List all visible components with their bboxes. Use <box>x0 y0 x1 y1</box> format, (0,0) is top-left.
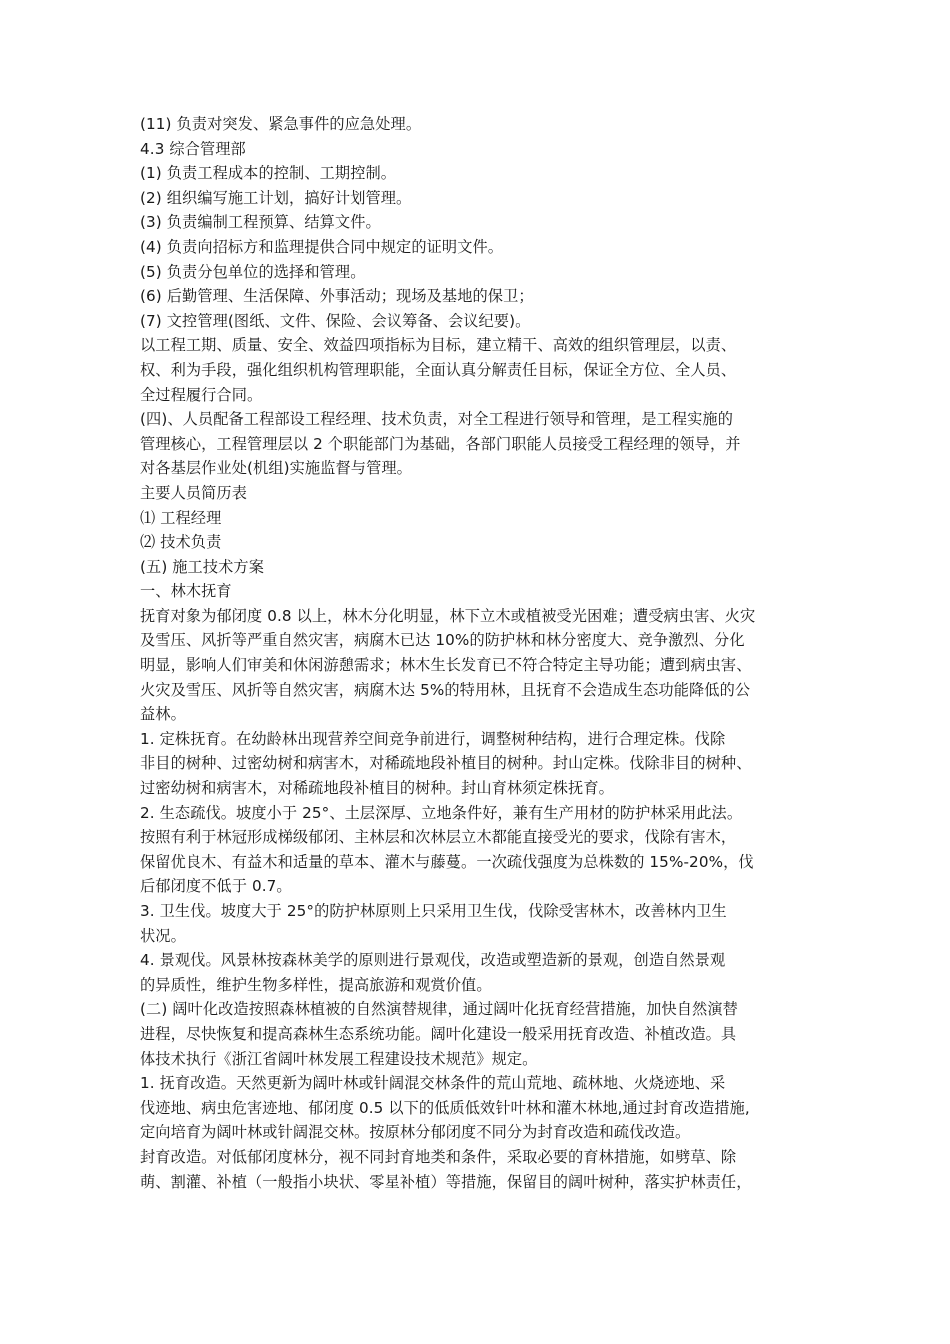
paragraph-line: 按照有利于林冠形成梯级郁闭、主林层和次林层立木都能直接受光的要求，伐除有害木， <box>140 828 737 847</box>
list-item: (3) 负责编制工程预算、结算文件。 <box>140 213 381 232</box>
section-heading: 一、林木抚育 <box>140 582 232 601</box>
paragraph-line: 封育改造。对低郁闭度林分，视不同封育地类和条件，采取必要的育林措施，如劈草、除 <box>140 1147 737 1166</box>
paragraph-line: 后郁闭度不低于 0.7。 <box>140 877 292 896</box>
paragraph-line: 过密幼树和病害木，对稀疏地段补植目的树种。封山育林须定株抚育。 <box>140 779 614 798</box>
paragraph-line: (二) 阔叶化改造按照森林植被的自然演替规律，通过阔叶化抚育经营措施，加快自然演替 <box>140 1000 738 1019</box>
paragraph-line: 权、利为手段，强化组织机构管理职能，全面认真分解责任目标，保证全方位、全人员、 <box>140 360 737 379</box>
list-item: (6) 后勤管理、生活保障、外事活动；现场及基地的保卫； <box>140 287 534 306</box>
list-item: ⑵ 技术负责 <box>140 533 222 552</box>
paragraph-line: 1. 抚育改造。天然更新为阔叶林或针阔混交林条件的荒山荒地、疏林地、火烧迹地、采 <box>140 1074 726 1093</box>
paragraph-line: 进程，尽快恢复和提高森林生态系统功能。阔叶化建设一般采用抚育改造、补植改造。具 <box>140 1024 737 1043</box>
list-item: ⑴ 工程经理 <box>140 508 222 527</box>
paragraph-line: 对各基层作业处(机组)实施监督与管理。 <box>140 459 412 478</box>
paragraph-line: 全过程履行合同。 <box>140 385 263 404</box>
list-item: (7) 文控管理(图纸、文件、保险、会议筹备、会议纪要)。 <box>140 311 531 330</box>
paragraph-line: 管理核心，工程管理层以 2 个职能部门为基础，各部门职能人员接受工程经理的领导，并 <box>140 434 741 453</box>
text-line: (11) 负责对突发、紧急事件的应急处理。 <box>140 115 422 133</box>
list-item: (5) 负责分包单位的选择和管理。 <box>140 262 366 281</box>
paragraph-line: 4. 景观伐。风景林按森林美学的原则进行景观伐，改造或塑造新的景观，创造自然景观 <box>140 951 726 970</box>
paragraph-line: 状况。 <box>140 926 186 945</box>
list-item: (2) 组织编写施工计划，搞好计划管理。 <box>140 188 412 207</box>
paragraph-line: 抚育对象为郁闭度 0.8 以上，林木分化明显，林下立木或植被受光困难；遭受病虫害、火灾 <box>140 606 756 625</box>
paragraph-line: 定向培育为阔叶林或针阔混交林。按原林分郁闭度不同分为封育改造和疏伐改造。 <box>140 1123 691 1142</box>
paragraph-line: 以工程工期、质量、安全、效益四项指标为目标，建立精干、高效的组织管理层，以责、 <box>140 336 737 355</box>
paragraph-line: 的异质性，维护生物多样性，提高旅游和观赏价值。 <box>140 975 492 994</box>
paragraph-line: 1. 定株抚育。在幼龄林出现营养空间竞争前进行，调整树种结构，进行合理定株。伐除 <box>140 729 726 748</box>
section-heading: 主要人员简历表 <box>140 483 248 502</box>
paragraph-line: 伐迹地、病虫危害迹地、郁闭度 0.5 以下的低质低效针叶林和灌木林地,通过封育改造措施, <box>140 1098 750 1117</box>
paragraph-line: 2. 生态疏伐。坡度小于 25°、土层深厚、立地条件好，兼有生产用材的防护林采用此法。 <box>140 803 743 822</box>
paragraph-line: 及雪压、风折等严重自然灾害，病腐木已达 10%的防护林和林分密度大、竞争激烈、分化 <box>140 631 745 650</box>
paragraph-line: 明显，影响人们审美和休闲游憩需求；林木生长发育已不符合特定主导功能；遭到病虫害、 <box>140 656 752 675</box>
paragraph-line: 3. 卫生伐。坡度大于 25°的防护林原则上只采用卫生伐，伐除受害林木，改善林内卫生 <box>140 902 727 920</box>
paragraph-line: 益林。 <box>140 705 186 724</box>
list-item: (4) 负责向招标方和监理提供合同中规定的证明文件。 <box>140 237 504 256</box>
paragraph-line: (四)、人员配备工程部设工程经理、技术负责，对全工程进行领导和管理，是工程实施的 <box>140 410 733 429</box>
list-item: (1) 负责工程成本的控制、工期控制。 <box>140 164 397 183</box>
paragraph-line: 火灾及雪压、风折等自然灾害，病腐木达 5%的特用林，且抚育不会造成生态功能降低的公 <box>140 680 751 699</box>
paragraph-line: 非目的树种、过密幼树和病害木，对稀疏地段补植目的树种。封山定株。伐除非目的树种、 <box>140 754 752 773</box>
paragraph-line: 萌、割灌、补植（一般指小块状、零星补植）等措施，保留目的阔叶树种，落实护林责任， <box>140 1172 752 1191</box>
paragraph-line: 体技术执行《浙江省阔叶林发展工程建设技术规范》规定。 <box>140 1049 538 1068</box>
section-heading: (五) 施工技术方案 <box>140 557 264 576</box>
paragraph-line: 保留优良木、有益木和适量的草本、灌木与藤蔓。一次疏伐强度为总株数的 15%-20%，伐 <box>140 852 754 871</box>
section-heading: 4.3 综合管理部 <box>140 139 246 158</box>
